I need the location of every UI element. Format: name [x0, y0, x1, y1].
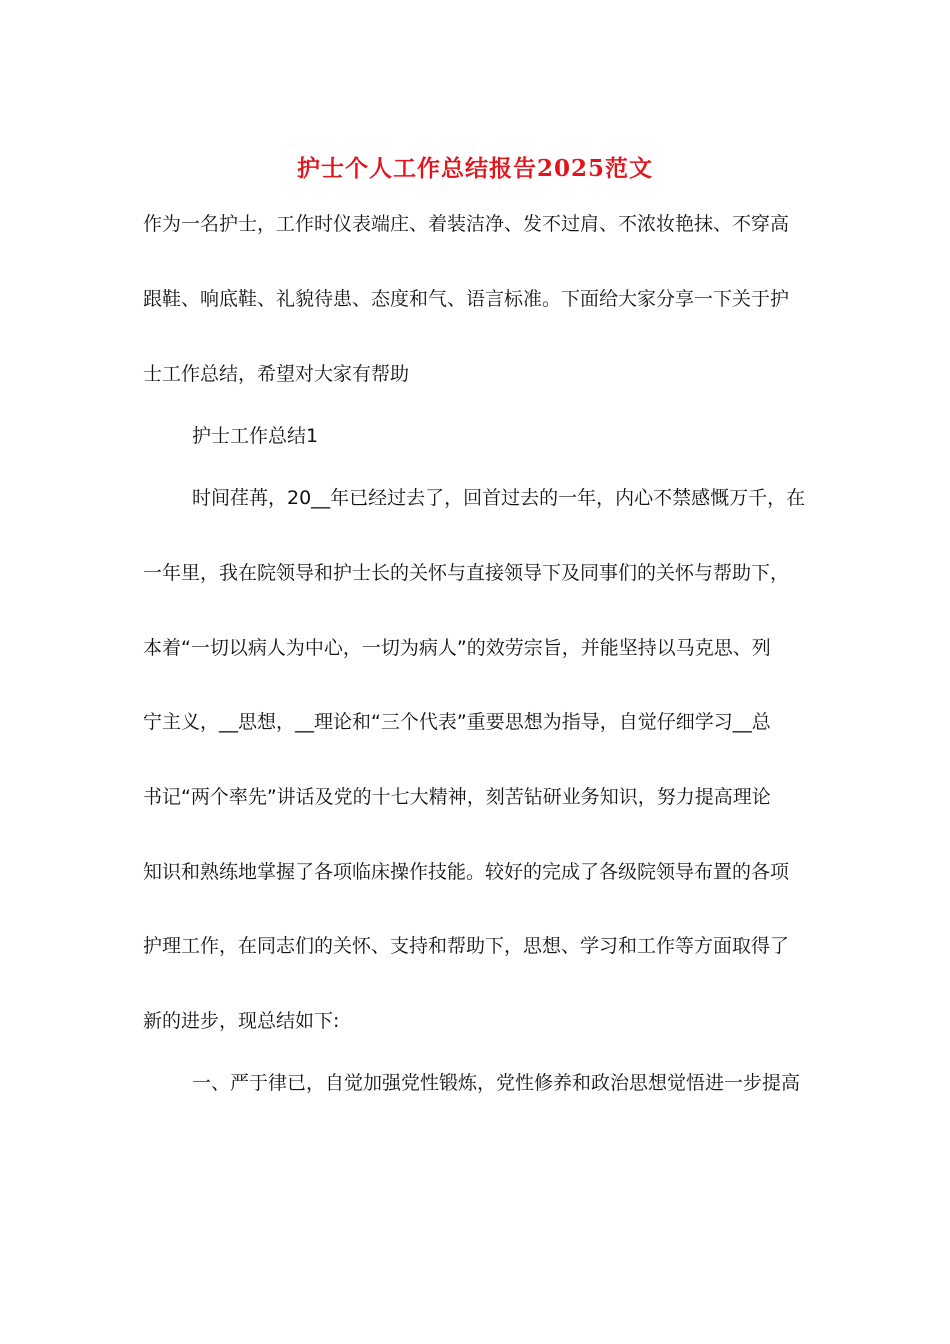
intro-line-1: 作为一名护士，工作时仪表端庄、着装洁净、发不过肩、不浓妆艳抹、不穿高 — [143, 213, 790, 235]
intro-line-3: 士工作总结，希望对大家有帮助 — [143, 363, 410, 385]
body-line-3: 本着“一切以病人为中心，一切为病人”的效劳宗旨，并能坚持以马克思、列 — [143, 637, 771, 659]
body-line-2: 一年里，我在院领导和护士长的关怀与直接领导下及同事们的关怀与帮助下， — [143, 562, 790, 584]
section-heading: 护士工作总结1 — [192, 425, 319, 447]
body-line-1: 时间荏苒，20__年已经过去了，回首过去的一年，内心不禁感慨万千，在 — [192, 487, 806, 509]
body-line-8: 新的进步，现总结如下: — [143, 1010, 340, 1032]
intro-line-2: 跟鞋、响底鞋、礼貌待患、态度和气、语言标准。下面给大家分享一下关于护 — [143, 288, 790, 310]
body-line-4: 宁主义，__思想，__理论和“三个代表”重要思想为指导，自觉仔细学习__总 — [143, 711, 771, 733]
body-line-6: 知识和熟练地掌握了各项临床操作技能。较好的完成了各级院领导布置的各项 — [143, 861, 790, 883]
body-line-5: 书记“两个率先”讲话及党的十七大精神，刻苦钻研业务知识，努力提高理论 — [143, 786, 771, 808]
point-1-heading: 一、严于律已，自觉加强党性锻炼，党性修养和政治思想觉悟进一步提高 — [192, 1072, 801, 1094]
document-title: 护士个人工作总结报告2025范文 — [296, 155, 653, 182]
body-line-7: 护理工作，在同志们的关怀、支持和帮助下，思想、学习和工作等方面取得了 — [143, 935, 790, 957]
